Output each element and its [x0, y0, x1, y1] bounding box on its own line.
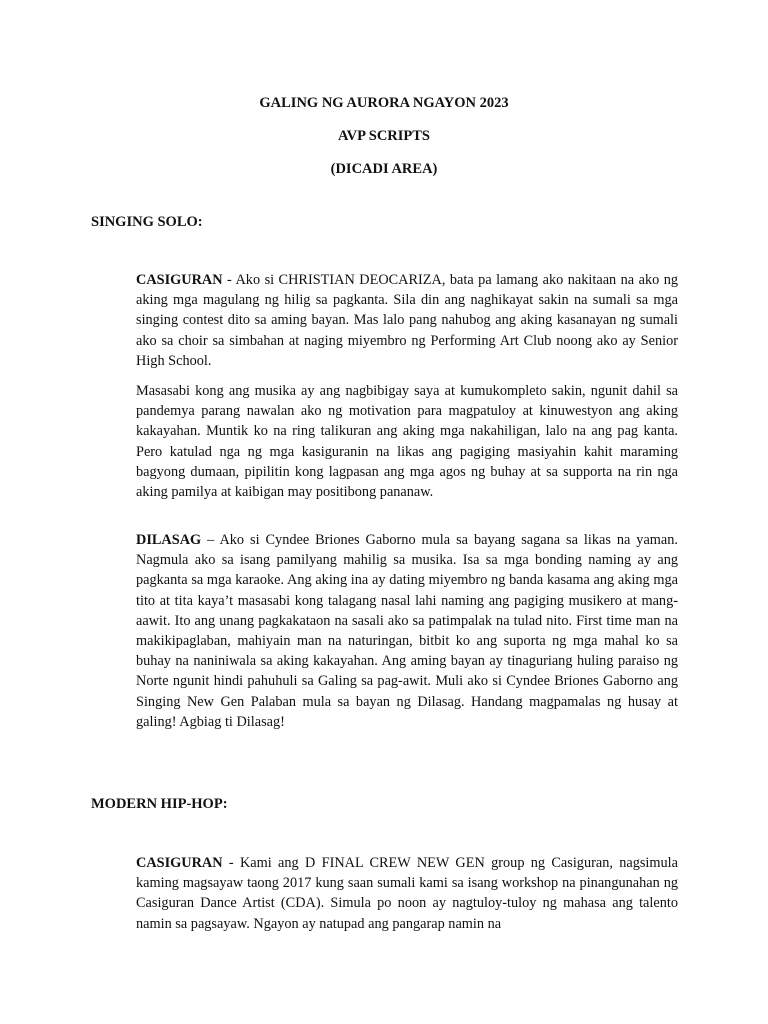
town-label-casiguran: CASIGURAN	[136, 855, 223, 871]
paragraph-text: Kami ang D FINAL CREW NEW GEN group ng Casiguran, nagsimula kaming magsayaw taong 2017 kung saan sumali kami sa isang workshop na pinangunahan ng Casiguran Dance Artist (CDA). Simula po noon ay nagtuloy-tuloy ng mahasa ang talento namin sa pagsayaw. Ngayon ay natupad ang pangarap namin na	[136, 855, 678, 932]
separator: –	[201, 532, 220, 548]
title-line-3: (DICADI AREA)	[330, 161, 438, 177]
paragraph-singing-dilasag	[136, 530, 678, 732]
paragraph-singing-casiguran	[136, 270, 678, 502]
paragraph-hiphop-casiguran	[136, 853, 678, 934]
paragraph-singing-casiguran-2: Masasabi kong ang musika ay ang nagbibigay saya at kumukompleto sakin, ngunit dahil sa pandemya parang nawalan ako ng motivation para magpatuloy at kinuwestyon ang aking kakayahan. Muntik ko na ring talikuran ang aking mga nakahiligan, lalo na ang pag kanta. Pero katulad nga ng mga kasiguranin na likas ang pagiging masiyahin kahit maraming bagyong dumaan, pipilitin kong lagpasan ang mga agos ng buhay at sa supporta na rin nga aking pamilya at kaibigan may positibong pananaw.	[136, 383, 678, 501]
paragraph-text: Ako si CHRISTIAN DEOCARIZA, bata pa lamang ako nakitaan na ako ng aking mga magulang ng hilig sa pagkanta. Sila din ang naghikayat sakin na sumali sa mga singing contest dito sa aming bayan. Mas lalo pang nahubog ang aking kasanayan ng sumali ako sa choir sa simbahan at naging miyembro ng Performing Art Club noong ako ay Senior High School.	[136, 272, 678, 369]
paragraph-singing-casiguran-1	[136, 270, 678, 371]
paragraph-singing-dilasag-1	[136, 530, 678, 732]
document-title-block	[0, 93, 768, 192]
title-line-2: AVP SCRIPTS	[338, 128, 430, 144]
section-heading-singing-solo: SINGING SOLO:	[91, 214, 203, 230]
section-heading-modern-hip-hop: MODERN HIP-HOP:	[91, 796, 228, 812]
paragraph-hiphop-casiguran-1	[136, 853, 678, 934]
paragraph-text: Ako si Cyndee Briones Gaborno mula sa bayang sagana sa likas na yaman. Nagmula ako sa isang pamilyang mahilig sa musika. Isa sa mga bonding naming ay ang pagkanta sa mga karaoke. Ang aking ina ay dating miyembro ng banda kasama ang aking mga tito at tita kaya’t masasabi kong talagang nasal lahi naming ang pagiging musikero at mang-aawit. Ito ang unang pagkakataon na sasali ako sa patimpalak na tulad nito. First time man na makikipaglaban, mahiyain man na naturingan, bitbit ko ang suporta ng mga mahal ko sa buhay na naniniwala sa aking kakayahan. Ang aming bayan ay tinaguriang huling paraiso ng Norte ngunit hindi pahuhuli sa Galing sa pag-awit. Muli ako si Cyndee Briones Gaborno ang Singing New Gen Palaban mula sa bayan ng Dilasag. Handang magpamalas ng husay at galing! Agbiag ti Dilasag!	[136, 532, 678, 730]
town-label-dilasag: DILASAG	[136, 532, 202, 548]
separator: -	[222, 855, 240, 871]
title-line-1: GALING NG AURORA NGAYON 2023	[259, 95, 509, 111]
separator: -	[222, 272, 236, 288]
town-label-casiguran: CASIGURAN	[136, 272, 223, 288]
